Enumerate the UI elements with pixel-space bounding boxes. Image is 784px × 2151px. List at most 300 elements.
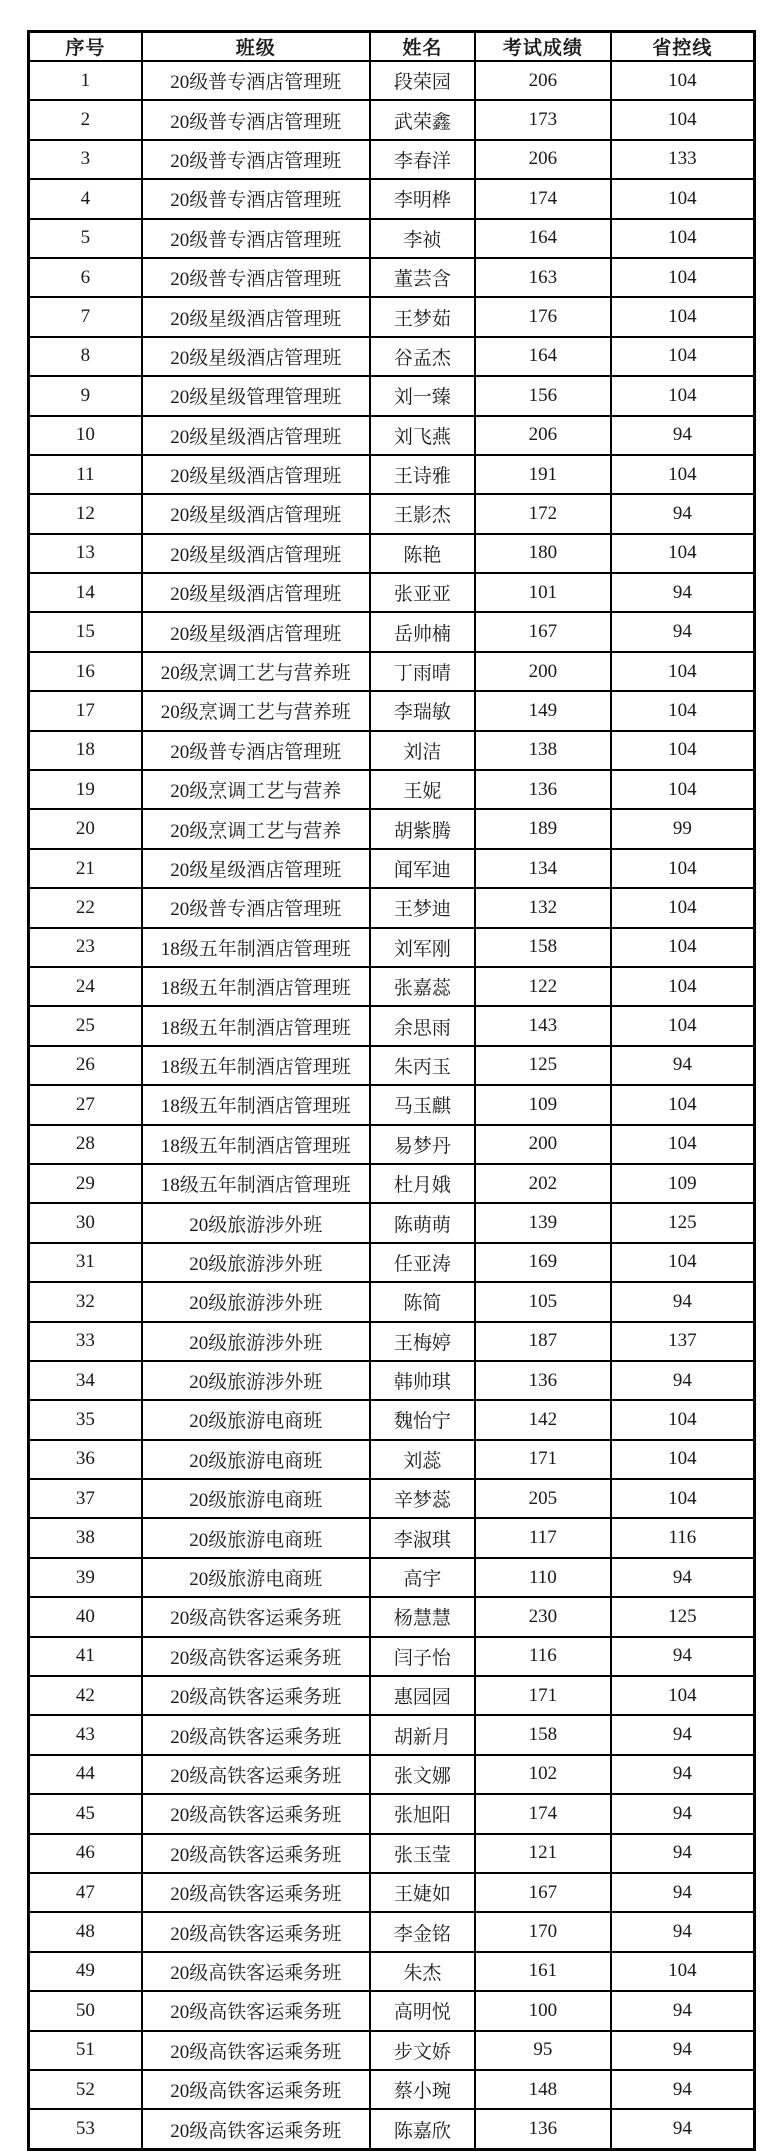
cell-no: 29 <box>29 1164 142 1203</box>
cell-score: 180 <box>475 534 611 573</box>
cell-line: 104 <box>611 1440 755 1479</box>
column-header-name: 姓名 <box>370 32 475 62</box>
cell-no: 53 <box>29 2109 142 2149</box>
cell-class: 20级星级酒店管理班 <box>142 573 370 612</box>
cell-no: 4 <box>29 179 142 218</box>
table-row <box>29 1125 755 1164</box>
cell-no: 8 <box>29 337 142 376</box>
cell-no: 48 <box>29 1912 142 1951</box>
cell-name: 张文娜 <box>370 1755 475 1794</box>
cell-no: 36 <box>29 1440 142 1479</box>
table-row <box>29 1203 755 1242</box>
cell-no: 21 <box>29 849 142 888</box>
cell-line: 104 <box>611 61 755 100</box>
cell-class: 20级星级酒店管理班 <box>142 455 370 494</box>
table-row <box>29 416 755 455</box>
cell-no: 12 <box>29 494 142 533</box>
table-row <box>29 1991 755 2030</box>
cell-name: 王梅婷 <box>370 1322 475 1361</box>
table-row <box>29 1046 755 1085</box>
cell-name: 李春洋 <box>370 140 475 179</box>
cell-line: 94 <box>611 1873 755 1912</box>
cell-class: 20级高铁客运乘务班 <box>142 1676 370 1715</box>
cell-line: 104 <box>611 100 755 139</box>
cell-class: 20级高铁客运乘务班 <box>142 1873 370 1912</box>
cell-no: 50 <box>29 1991 142 2030</box>
table-row <box>29 1164 755 1203</box>
cell-score: 110 <box>475 1558 611 1597</box>
cell-score: 167 <box>475 612 611 651</box>
cell-name: 步文娇 <box>370 2031 475 2070</box>
cell-no: 40 <box>29 1597 142 1636</box>
cell-class: 20级高铁客运乘务班 <box>142 1597 370 1636</box>
cell-no: 11 <box>29 455 142 494</box>
cell-line: 94 <box>611 1794 755 1833</box>
cell-score: 121 <box>475 1834 611 1873</box>
cell-score: 200 <box>475 1125 611 1164</box>
cell-class: 20级普专酒店管理班 <box>142 258 370 297</box>
cell-class: 20级烹调工艺与营养班 <box>142 652 370 691</box>
cell-name: 李淑琪 <box>370 1518 475 1557</box>
cell-class: 20级旅游涉外班 <box>142 1282 370 1321</box>
cell-class: 20级旅游涉外班 <box>142 1322 370 1361</box>
cell-name: 朱丙玉 <box>370 1046 475 1085</box>
cell-name: 刘一臻 <box>370 376 475 415</box>
cell-no: 41 <box>29 1637 142 1676</box>
table-row <box>29 1006 755 1045</box>
cell-name: 张玉莹 <box>370 1834 475 1873</box>
cell-score: 134 <box>475 849 611 888</box>
cell-no: 32 <box>29 1282 142 1321</box>
cell-no: 37 <box>29 1479 142 1518</box>
table-row <box>29 455 755 494</box>
cell-name: 李金铭 <box>370 1912 475 1951</box>
cell-class: 20级星级酒店管理班 <box>142 612 370 651</box>
cell-name: 王诗雅 <box>370 455 475 494</box>
cell-name: 易梦丹 <box>370 1125 475 1164</box>
table-row <box>29 1518 755 1557</box>
table-row <box>29 652 755 691</box>
cell-score: 148 <box>475 2070 611 2109</box>
table-row <box>29 1322 755 1361</box>
cell-name: 陈艳 <box>370 534 475 573</box>
cell-class: 18级五年制酒店管理班 <box>142 1125 370 1164</box>
cell-line: 99 <box>611 809 755 848</box>
cell-score: 105 <box>475 1282 611 1321</box>
table-row <box>29 809 755 848</box>
table-row <box>29 849 755 888</box>
cell-no: 3 <box>29 140 142 179</box>
cell-score: 136 <box>475 770 611 809</box>
cell-no: 26 <box>29 1046 142 1085</box>
column-header-line: 省控线 <box>611 32 755 62</box>
table-row <box>29 1952 755 1991</box>
cell-name: 张嘉蕊 <box>370 967 475 1006</box>
cell-name: 董芸含 <box>370 258 475 297</box>
cell-name: 韩帅琪 <box>370 1361 475 1400</box>
cell-score: 176 <box>475 297 611 336</box>
cell-line: 104 <box>611 888 755 927</box>
table-row <box>29 1597 755 1636</box>
cell-name: 张亚亚 <box>370 573 475 612</box>
table-row <box>29 731 755 770</box>
cell-no: 19 <box>29 770 142 809</box>
cell-score: 122 <box>475 967 611 1006</box>
cell-no: 7 <box>29 297 142 336</box>
cell-class: 18级五年制酒店管理班 <box>142 1006 370 1045</box>
table-row <box>29 140 755 179</box>
table-row <box>29 219 755 258</box>
cell-class: 20级星级酒店管理班 <box>142 494 370 533</box>
cell-score: 171 <box>475 1440 611 1479</box>
cell-score: 170 <box>475 1912 611 1951</box>
cell-class: 20级高铁客运乘务班 <box>142 1637 370 1676</box>
table-row <box>29 1479 755 1518</box>
cell-line: 94 <box>611 2109 755 2149</box>
cell-no: 18 <box>29 731 142 770</box>
cell-class: 20级高铁客运乘务班 <box>142 1991 370 2030</box>
cell-name: 闫子怡 <box>370 1637 475 1676</box>
cell-line: 104 <box>611 179 755 218</box>
cell-score: 167 <box>475 1873 611 1912</box>
cell-class: 20级高铁客运乘务班 <box>142 2070 370 2109</box>
cell-class: 20级星级酒店管理班 <box>142 416 370 455</box>
cell-score: 161 <box>475 1952 611 1991</box>
cell-line: 104 <box>611 731 755 770</box>
table-row <box>29 1558 755 1597</box>
cell-line: 94 <box>611 1361 755 1400</box>
table-row <box>29 2031 755 2070</box>
cell-name: 任亚涛 <box>370 1243 475 1282</box>
cell-no: 33 <box>29 1322 142 1361</box>
cell-score: 109 <box>475 1085 611 1124</box>
cell-score: 138 <box>475 731 611 770</box>
cell-no: 45 <box>29 1794 142 1833</box>
cell-no: 15 <box>29 612 142 651</box>
cell-class: 18级五年制酒店管理班 <box>142 1046 370 1085</box>
cell-class: 20级旅游电商班 <box>142 1400 370 1439</box>
table-row <box>29 337 755 376</box>
cell-score: 156 <box>475 376 611 415</box>
cell-score: 205 <box>475 1479 611 1518</box>
cell-name: 武荣鑫 <box>370 100 475 139</box>
cell-class: 20级旅游电商班 <box>142 1518 370 1557</box>
cell-score: 101 <box>475 573 611 612</box>
cell-line: 104 <box>611 1952 755 1991</box>
cell-class: 20级高铁客运乘务班 <box>142 1834 370 1873</box>
table-row <box>29 928 755 967</box>
cell-line: 137 <box>611 1322 755 1361</box>
cell-class: 20级星级酒店管理班 <box>142 297 370 336</box>
table-row <box>29 376 755 415</box>
cell-line: 133 <box>611 140 755 179</box>
cell-line: 116 <box>611 1518 755 1557</box>
cell-line: 104 <box>611 258 755 297</box>
cell-score: 125 <box>475 1046 611 1085</box>
cell-class: 20级普专酒店管理班 <box>142 100 370 139</box>
cell-score: 163 <box>475 258 611 297</box>
cell-class: 20级普专酒店管理班 <box>142 140 370 179</box>
cell-class: 20级星级酒店管理班 <box>142 534 370 573</box>
table-row <box>29 534 755 573</box>
cell-class: 20级高铁客运乘务班 <box>142 1755 370 1794</box>
cell-class: 20级普专酒店管理班 <box>142 888 370 927</box>
cell-class: 20级星级酒店管理班 <box>142 849 370 888</box>
cell-score: 206 <box>475 140 611 179</box>
cell-no: 27 <box>29 1085 142 1124</box>
table-row <box>29 2070 755 2109</box>
cell-line: 104 <box>611 1479 755 1518</box>
cell-name: 陈嘉欣 <box>370 2109 475 2149</box>
cell-line: 94 <box>611 2070 755 2109</box>
cell-name: 余思雨 <box>370 1006 475 1045</box>
cell-score: 136 <box>475 1361 611 1400</box>
header-row <box>29 32 755 62</box>
cell-class: 18级五年制酒店管理班 <box>142 1164 370 1203</box>
table-row <box>29 1676 755 1715</box>
cell-name: 岳帅楠 <box>370 612 475 651</box>
cell-class: 18级五年制酒店管理班 <box>142 1085 370 1124</box>
cell-line: 94 <box>611 1558 755 1597</box>
table-row <box>29 888 755 927</box>
table-row <box>29 1912 755 1951</box>
cell-line: 104 <box>611 1243 755 1282</box>
cell-score: 164 <box>475 219 611 258</box>
cell-class: 20级高铁客运乘务班 <box>142 1952 370 1991</box>
table-row <box>29 2109 755 2149</box>
cell-name: 刘军刚 <box>370 928 475 967</box>
cell-score: 143 <box>475 1006 611 1045</box>
cell-line: 104 <box>611 1125 755 1164</box>
table-row <box>29 1400 755 1439</box>
cell-no: 10 <box>29 416 142 455</box>
cell-name: 李明桦 <box>370 179 475 218</box>
cell-no: 25 <box>29 1006 142 1045</box>
cell-no: 44 <box>29 1755 142 1794</box>
cell-line: 104 <box>611 1400 755 1439</box>
cell-class: 20级普专酒店管理班 <box>142 731 370 770</box>
table-row <box>29 1834 755 1873</box>
cell-line: 94 <box>611 1834 755 1873</box>
cell-score: 187 <box>475 1322 611 1361</box>
table-row <box>29 1755 755 1794</box>
cell-no: 49 <box>29 1952 142 1991</box>
cell-line: 94 <box>611 1912 755 1951</box>
cell-name: 杜月娥 <box>370 1164 475 1203</box>
cell-class: 20级高铁客运乘务班 <box>142 2031 370 2070</box>
cell-line: 94 <box>611 416 755 455</box>
table-body <box>29 61 755 2149</box>
table-row <box>29 179 755 218</box>
cell-line: 94 <box>611 1046 755 1085</box>
table-row <box>29 1282 755 1321</box>
cell-line: 104 <box>611 1006 755 1045</box>
table-row <box>29 1794 755 1833</box>
cell-class: 20级星级管理管理班 <box>142 376 370 415</box>
cell-line: 94 <box>611 1282 755 1321</box>
cell-no: 34 <box>29 1361 142 1400</box>
cell-no: 23 <box>29 928 142 967</box>
cell-line: 104 <box>611 770 755 809</box>
cell-class: 20级烹调工艺与营养班 <box>142 691 370 730</box>
cell-class: 20级烹调工艺与营养 <box>142 809 370 848</box>
cell-score: 117 <box>475 1518 611 1557</box>
cell-no: 2 <box>29 100 142 139</box>
cell-score: 164 <box>475 337 611 376</box>
cell-no: 46 <box>29 1834 142 1873</box>
cell-name: 王妮 <box>370 770 475 809</box>
table-row <box>29 1637 755 1676</box>
table-row <box>29 258 755 297</box>
cell-name: 刘蕊 <box>370 1440 475 1479</box>
cell-no: 31 <box>29 1243 142 1282</box>
cell-class: 20级普专酒店管理班 <box>142 179 370 218</box>
cell-no: 14 <box>29 573 142 612</box>
cell-line: 104 <box>611 337 755 376</box>
table-row <box>29 691 755 730</box>
cell-no: 42 <box>29 1676 142 1715</box>
cell-line: 125 <box>611 1597 755 1636</box>
cell-name: 胡新月 <box>370 1715 475 1754</box>
table-row <box>29 1715 755 1754</box>
cell-name: 高宇 <box>370 1558 475 1597</box>
table-row <box>29 967 755 1006</box>
table-row <box>29 1361 755 1400</box>
cell-class: 20级星级酒店管理班 <box>142 337 370 376</box>
cell-score: 200 <box>475 652 611 691</box>
cell-line: 94 <box>611 494 755 533</box>
cell-line: 94 <box>611 2031 755 2070</box>
score-table <box>27 30 756 2151</box>
cell-line: 104 <box>611 534 755 573</box>
cell-score: 206 <box>475 416 611 455</box>
cell-line: 104 <box>611 376 755 415</box>
cell-class: 20级高铁客运乘务班 <box>142 1715 370 1754</box>
cell-name: 王影杰 <box>370 494 475 533</box>
cell-no: 51 <box>29 2031 142 2070</box>
cell-no: 52 <box>29 2070 142 2109</box>
column-header-class: 班级 <box>142 32 370 62</box>
cell-class: 20级普专酒店管理班 <box>142 219 370 258</box>
table-row <box>29 61 755 100</box>
cell-no: 16 <box>29 652 142 691</box>
cell-no: 5 <box>29 219 142 258</box>
cell-no: 47 <box>29 1873 142 1912</box>
cell-line: 94 <box>611 1715 755 1754</box>
cell-name: 王婕如 <box>370 1873 475 1912</box>
cell-no: 24 <box>29 967 142 1006</box>
cell-name: 马玉麒 <box>370 1085 475 1124</box>
cell-name: 刘洁 <box>370 731 475 770</box>
cell-class: 20级旅游电商班 <box>142 1558 370 1597</box>
cell-class: 20级高铁客运乘务班 <box>142 1912 370 1951</box>
cell-no: 30 <box>29 1203 142 1242</box>
cell-name: 蔡小琬 <box>370 2070 475 2109</box>
cell-name: 谷孟杰 <box>370 337 475 376</box>
cell-line: 94 <box>611 1991 755 2030</box>
cell-score: 189 <box>475 809 611 848</box>
cell-name: 李祯 <box>370 219 475 258</box>
cell-line: 125 <box>611 1203 755 1242</box>
cell-name: 魏怡宁 <box>370 1400 475 1439</box>
table-row <box>29 1440 755 1479</box>
cell-score: 100 <box>475 1991 611 2030</box>
cell-class: 20级旅游涉外班 <box>142 1203 370 1242</box>
cell-no: 1 <box>29 61 142 100</box>
cell-score: 102 <box>475 1755 611 1794</box>
cell-score: 116 <box>475 1637 611 1676</box>
cell-score: 171 <box>475 1676 611 1715</box>
cell-line: 104 <box>611 967 755 1006</box>
cell-name: 辛梦蕊 <box>370 1479 475 1518</box>
cell-no: 28 <box>29 1125 142 1164</box>
cell-score: 202 <box>475 1164 611 1203</box>
cell-score: 230 <box>475 1597 611 1636</box>
cell-score: 149 <box>475 691 611 730</box>
column-header-score: 考试成绩 <box>475 32 611 62</box>
cell-name: 王梦茹 <box>370 297 475 336</box>
cell-score: 136 <box>475 2109 611 2149</box>
cell-line: 94 <box>611 612 755 651</box>
cell-name: 张旭阳 <box>370 1794 475 1833</box>
cell-score: 142 <box>475 1400 611 1439</box>
cell-line: 94 <box>611 1755 755 1794</box>
cell-class: 20级旅游电商班 <box>142 1479 370 1518</box>
cell-score: 174 <box>475 179 611 218</box>
cell-line: 104 <box>611 849 755 888</box>
cell-line: 94 <box>611 1637 755 1676</box>
cell-score: 139 <box>475 1203 611 1242</box>
table-row <box>29 100 755 139</box>
cell-line: 104 <box>611 1085 755 1124</box>
cell-line: 104 <box>611 928 755 967</box>
cell-no: 35 <box>29 1400 142 1439</box>
cell-line: 94 <box>611 573 755 612</box>
cell-name: 高明悦 <box>370 1991 475 2030</box>
cell-class: 20级烹调工艺与营养 <box>142 770 370 809</box>
table-row <box>29 1873 755 1912</box>
cell-line: 104 <box>611 455 755 494</box>
table-row <box>29 1085 755 1124</box>
cell-class: 20级旅游涉外班 <box>142 1243 370 1282</box>
cell-score: 158 <box>475 1715 611 1754</box>
table-row <box>29 612 755 651</box>
cell-line: 104 <box>611 219 755 258</box>
cell-no: 6 <box>29 258 142 297</box>
cell-name: 刘飞燕 <box>370 416 475 455</box>
cell-line: 109 <box>611 1164 755 1203</box>
cell-name: 杨慧慧 <box>370 1597 475 1636</box>
cell-class: 18级五年制酒店管理班 <box>142 967 370 1006</box>
cell-class: 20级旅游电商班 <box>142 1440 370 1479</box>
cell-name: 陈萌萌 <box>370 1203 475 1242</box>
cell-no: 22 <box>29 888 142 927</box>
cell-no: 20 <box>29 809 142 848</box>
cell-class: 20级高铁客运乘务班 <box>142 2109 370 2149</box>
cell-name: 段荣园 <box>370 61 475 100</box>
cell-score: 191 <box>475 455 611 494</box>
cell-line: 104 <box>611 691 755 730</box>
cell-score: 172 <box>475 494 611 533</box>
table-row <box>29 1243 755 1282</box>
cell-name: 惠园园 <box>370 1676 475 1715</box>
cell-no: 17 <box>29 691 142 730</box>
cell-class: 20级高铁客运乘务班 <box>142 1794 370 1833</box>
table-header <box>29 32 755 62</box>
cell-name: 胡紫腾 <box>370 809 475 848</box>
table-row <box>29 297 755 336</box>
cell-class: 20级旅游涉外班 <box>142 1361 370 1400</box>
